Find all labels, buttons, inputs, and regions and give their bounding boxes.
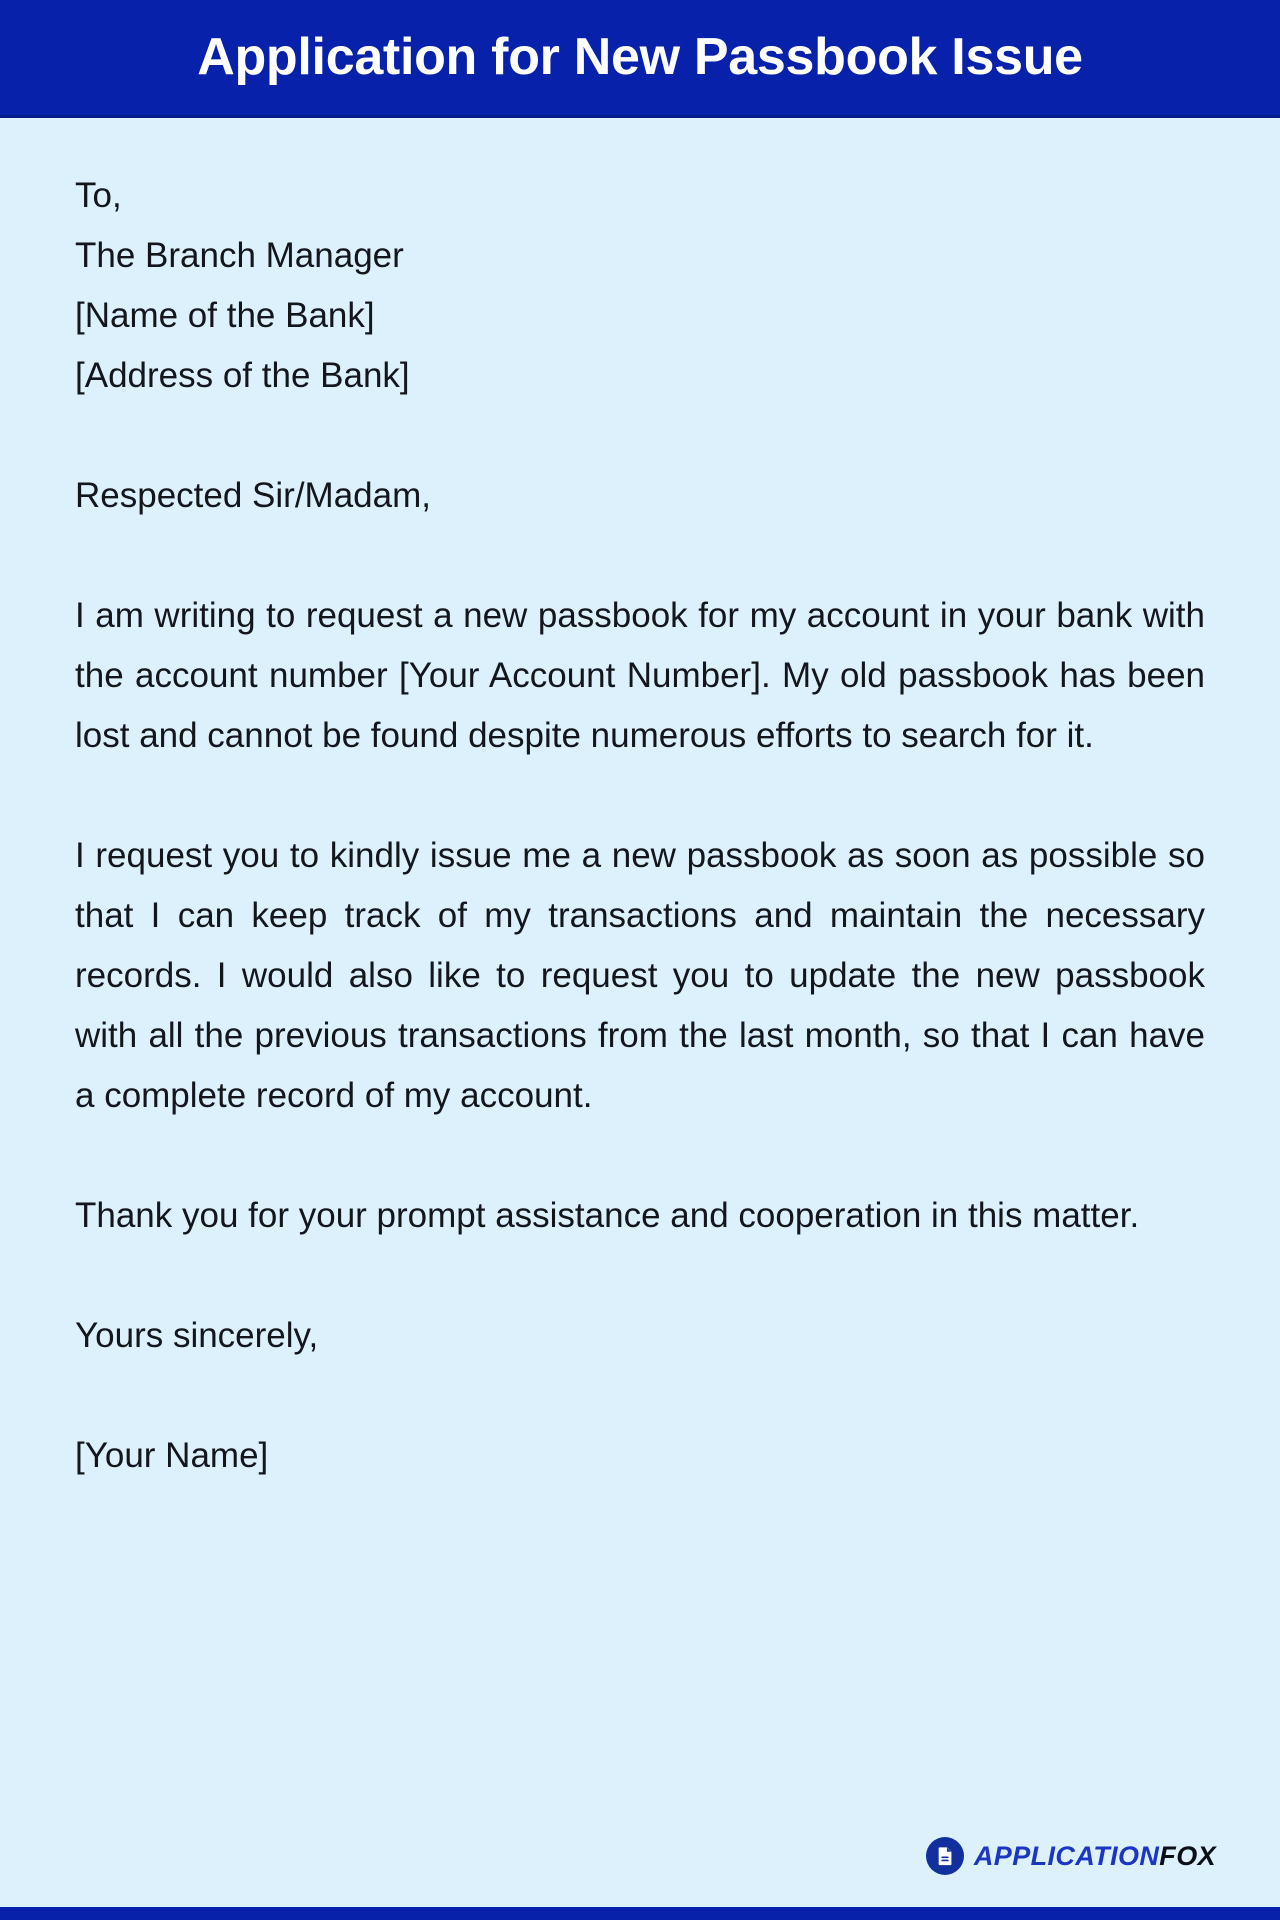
- recipient-line-to: To,: [75, 176, 122, 215]
- spacer-before-signature: [75, 1366, 1205, 1426]
- brand-name-secondary: FOX: [1159, 1840, 1216, 1871]
- recipient-line-bank: [Name of the Bank]: [75, 296, 375, 335]
- brand-wordmark: [973, 1840, 1216, 1871]
- bottom-accent-bar: [0, 1907, 1280, 1920]
- spacer-before-closing: [75, 1246, 1205, 1306]
- spacer-after-salutation: [75, 526, 1205, 586]
- recipient-line-manager: The Branch Manager: [75, 236, 404, 275]
- document-icon: [926, 1837, 964, 1875]
- signature-name: [Your Name]: [75, 1436, 269, 1475]
- salutation: Respected Sir/Madam,: [75, 476, 431, 515]
- page-title: Application for New Passbook Issue: [197, 27, 1083, 86]
- brand-footer: [926, 1837, 1216, 1875]
- spacer-after-recipient: [75, 406, 1205, 466]
- brand-name-primary: APPLICATION: [973, 1840, 1160, 1871]
- recipient-line-address: [Address of the Bank]: [75, 356, 410, 395]
- recipient-block: [75, 166, 1205, 406]
- closing: Yours sincerely,: [75, 1316, 319, 1355]
- letter-body: [0, 118, 1280, 1907]
- paragraph-request-action: I request you to kindly issue me a new passbook as soon as possible so that I can keep track of my transactions and maintain the necessary records. I would also like to request you to update the new passbook with all the previous transactions from the last month, so that I can have a complete record of my account.: [75, 836, 1205, 1115]
- header-bar: [0, 0, 1280, 118]
- spacer-between-paragraphs-1: [75, 766, 1205, 826]
- paragraph-request-reason: I am writing to request a new passbook for my account in your bank with the account number [Your Account Number]. My old passbook has been lost and cannot be found despite numerous efforts to search for it.: [75, 596, 1205, 755]
- spacer-between-paragraphs-2: [75, 1126, 1205, 1186]
- paragraph-thanks: Thank you for your prompt assistance and cooperation in this matter.: [75, 1196, 1140, 1235]
